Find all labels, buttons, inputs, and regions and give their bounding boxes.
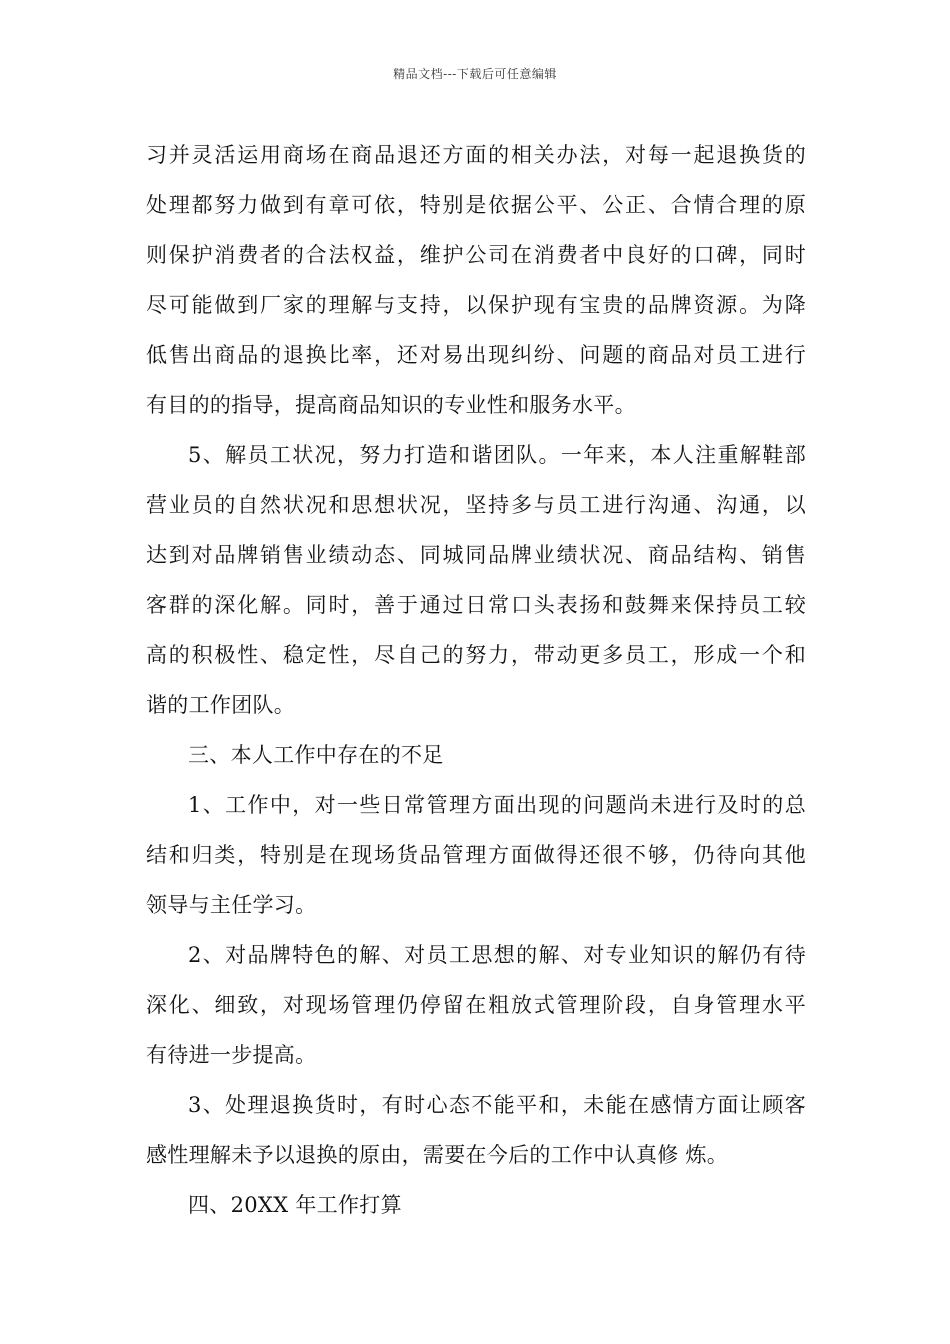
paragraph-section3-item-2 xyxy=(146,930,806,1080)
text-line: 2、对品牌特色的解、对员工思想的解、对专业知识的解仍有待 xyxy=(188,943,806,967)
paragraph-continued xyxy=(146,130,806,430)
heading-text: 三、本人工作中存在的不足 xyxy=(188,743,444,767)
text-line: 低售出商品的退换比率，还对易出现纠纷、问题的商品对员工进行 xyxy=(146,343,806,367)
text-line: 有目的的指导，提高商品知识的专业性和服务水平。 xyxy=(146,393,636,417)
text-line: 有待进一步提高。 xyxy=(146,1043,317,1067)
text-line: 习并灵活运用商场在商品退还方面的相关办法，对每一起退换货的 xyxy=(146,143,806,167)
text-line: 达到对品牌销售业绩动态、同城同品牌业绩状况、商品结构、销售 xyxy=(146,543,806,567)
heading-text: 四、20XX 年工作打算 xyxy=(188,1193,402,1217)
document-body xyxy=(146,130,806,1230)
page-header: 精品文档---下载后可任意编辑 xyxy=(393,67,557,81)
text-line: 处理都努力做到有章可依，特别是依据公平、公正、合情合理的原 xyxy=(146,193,806,217)
text-line: 结和归类，特别是在现场货品管理方面做得还很不够，仍待向其他 xyxy=(146,843,806,867)
section-heading-3 xyxy=(146,730,806,780)
section-heading-4 xyxy=(146,1180,806,1230)
paragraph-section3-item-3 xyxy=(146,1080,806,1180)
text-line: 则保护消费者的合法权益，维护公司在消费者中良好的口碑，同时 xyxy=(146,243,806,267)
text-line: 尽可能做到厂家的理解与支持，以保护现有宝贵的品牌资源。为降 xyxy=(146,293,806,317)
paragraph-section3-item-1 xyxy=(146,780,806,930)
text-line: 3、处理退换货时，有时心态不能平和，未能在感情方面让顾客 xyxy=(188,1093,806,1117)
paragraph-item-5 xyxy=(146,430,806,730)
text-line: 谐的工作团队。 xyxy=(146,693,296,717)
text-line: 感性理解未予以退换的原由，需要在今后的工作中认真修 炼。 xyxy=(146,1143,729,1167)
text-line: 深化、细致，对现场管理仍停留在粗放式管理阶段，自身管理水平 xyxy=(146,993,806,1017)
text-line: 客群的深化解。同时，善于通过日常口头表扬和鼓舞来保持员工较 xyxy=(146,593,806,617)
text-line: 1、工作中，对一些日常管理方面出现的问题尚未进行及时的总 xyxy=(188,793,806,817)
text-line: 5、解员工状况，努力打造和谐团队。一年来，本人注重解鞋部 xyxy=(188,443,806,467)
text-line: 高的积极性、稳定性，尽自己的努力，带动更多员工，形成一个和 xyxy=(146,643,806,667)
text-line: 领导与主任学习。 xyxy=(146,893,317,917)
text-line: 营业员的自然状况和思想状况，坚持多与员工进行沟通、沟通，以 xyxy=(146,493,806,517)
